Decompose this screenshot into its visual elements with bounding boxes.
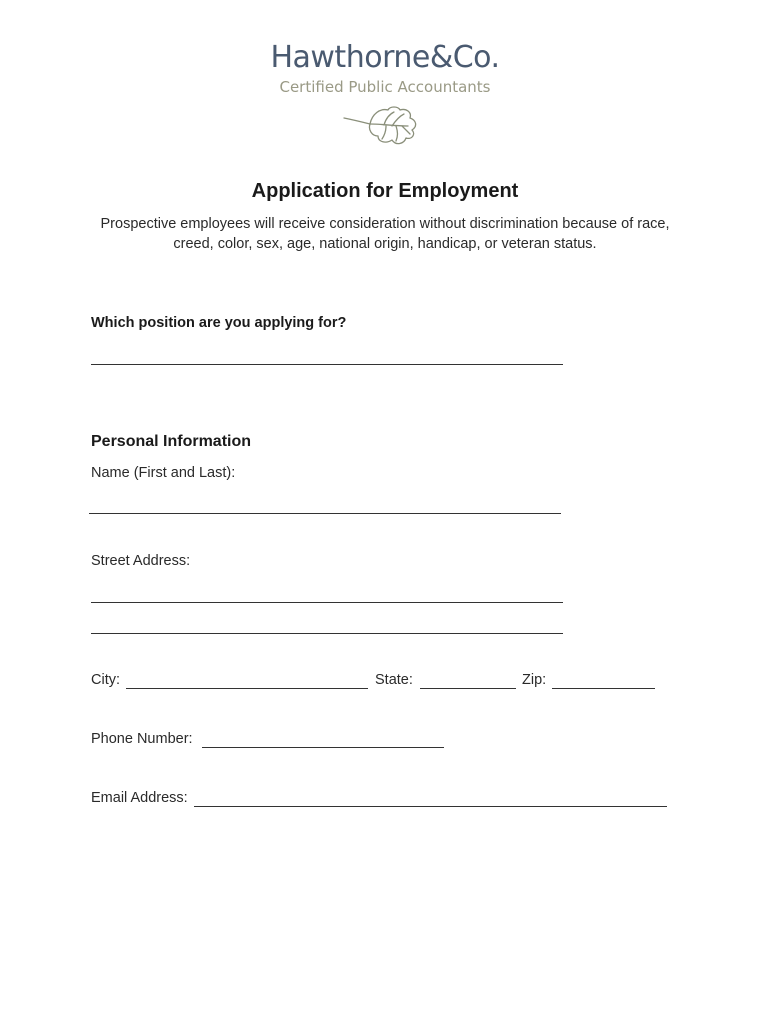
- state-label: State:: [375, 672, 413, 688]
- zip-label: Zip:: [522, 672, 547, 688]
- personal-info-heading: Personal Information: [91, 433, 252, 450]
- name-label: Name (First and Last):: [91, 465, 236, 481]
- city-input-line[interactable]: [126, 688, 368, 689]
- street-address-line-2[interactable]: [91, 633, 563, 634]
- company-logo: [0, 38, 770, 96]
- leaf-icon: [340, 104, 422, 148]
- city-label: City:: [91, 672, 120, 688]
- brand-name: Hawthorne&Co.: [270, 40, 500, 75]
- state-input-line[interactable]: [420, 688, 516, 689]
- email-label: Email Address:: [91, 790, 188, 806]
- street-address-line-1[interactable]: [91, 602, 563, 603]
- position-input-line[interactable]: [91, 364, 563, 365]
- email-input-line[interactable]: [194, 806, 667, 807]
- zip-input-line[interactable]: [552, 688, 655, 689]
- name-input-line[interactable]: [89, 513, 561, 514]
- street-address-label: Street Address:: [91, 553, 191, 569]
- phone-input-line[interactable]: [202, 747, 444, 748]
- phone-label: Phone Number:: [91, 731, 193, 747]
- position-question: Which position are you applying for?: [91, 315, 347, 331]
- page-title: Application for Employment: [251, 180, 519, 202]
- intro-text: Prospective employees will receive consideration without discrimination because of race, creed, color, sex, age, national origin, handicap, or veteran status.: [100, 216, 670, 252]
- brand-tagline: Certified Public Accountants: [279, 78, 491, 96]
